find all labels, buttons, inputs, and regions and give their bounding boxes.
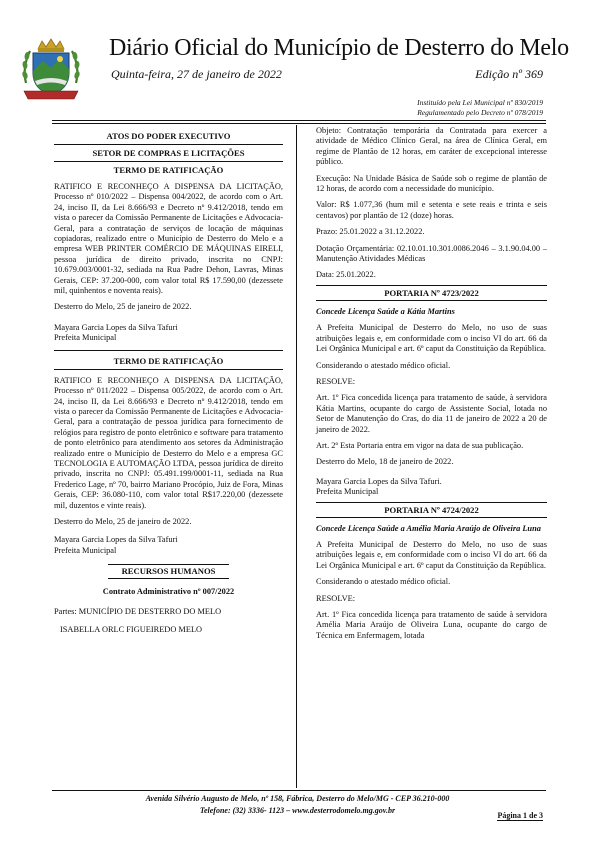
portaria-art2-4723: Art. 2º Esta Portaria entra em vigor na data de sua publicação.	[316, 440, 524, 450]
left-column	[54, 126, 283, 641]
ratification-term-title-1: TERMO DE RATIFICAÇÃO	[113, 165, 224, 175]
section-heading-executive: ATOS DO PODER EXECUTIVO	[106, 131, 231, 141]
portaria-art1-4724: Art. 1º Fica concedida licença para tratamento de saúde à servidora Amélia Maria Araújo de Oliveira Luna, ocupante do cargo de Técnica em Enfermagem, lotada	[316, 610, 547, 640]
page-number: Página 1 de 3	[497, 811, 543, 820]
portaria-subject-4723: Concede Licença Saúde a Kátia Martins	[316, 306, 455, 316]
portaria-resolve-4724: RESOLVE:	[316, 593, 356, 603]
contract-value: Valor: R$ 1.077,36 (hum mil e setenta e sete reais e trinta e seis centavos) por plantão de 12 (doze) horas.	[316, 200, 547, 220]
signature-role: Prefeita Municipal	[54, 333, 117, 343]
portaria-resolve-4723: RESOLVE:	[316, 376, 356, 386]
ratification-term-body-2: RATIFICO E RECONHEÇO A DISPENSA DA LICITAÇÃO, Processo nº 011/2022 – Dispensa 005/2022, de acordo com o Art. 24, inciso II, da Lei 8.666/93 e Decreto nº 9.412/2018, tendo em vista o parecer da Comissão Permanente de Licitações e Advocacia-Geral, para a contratação de pessoa jurídica para fornecimento de relógios para registro de ponto eletrônico e software para tratamento de ponto eletrônico para atendimento aos setores da Administração realizado entre o Município de Desterro do Melo e a empresa GC TECNOLOGIA E AUTOMAÇÃO LTDA, pessoa jurídica de direito privado, inscrita no CNPJ: 05.491.199/0001-11, sediada na Rua Frederico Lage, nº 70, bairro Mariano Procópio, Juiz de Fora, Minas Gerais, CEP: 36.080-110, com valor total R$17.220,00 (dezessete mil, duzentos e vinte reais).	[54, 375, 283, 510]
contract-execution: Execução: Na Unidade Básica de Saúde sob o regime de plantão de 12 horas, de acordo com a necessidade do município.	[316, 173, 547, 194]
portaria-subject-4724: Concede Licença Saúde a Amélia Maria Araújo de Oliveira Luna	[316, 523, 541, 533]
divider	[54, 161, 283, 162]
signature-role: Prefeita Municipal	[316, 487, 379, 497]
footer-contact: Telefone: (32) 3336- 1123 – www.desterrodomelo.mg.gov.br	[199, 806, 396, 815]
signature-name: Mayara Garcia Lopes da Silva Tafuri.	[316, 476, 442, 486]
column-divider	[296, 125, 297, 788]
section-heading-hr-box	[54, 564, 283, 579]
header-divider	[52, 120, 546, 121]
right-column	[316, 126, 547, 647]
budget-allocation: Dotação Orçamentária: 02.10.01.10.301.0086.2046 – 3.1.90.04.00 – Manutenção Atividades Médicas	[316, 243, 547, 264]
municipal-coat-of-arms-logo	[18, 37, 84, 103]
divider	[54, 144, 283, 145]
edition-number: Edição nº 369	[475, 67, 543, 81]
header-divider-thin	[52, 123, 546, 124]
ratification-term-date-2: Desterro do Melo, 25 de janeiro de 2022.	[54, 516, 192, 526]
instituted-law-note: Instituído pela Lei Municipal nº 830/2019	[417, 98, 543, 107]
contract-parties-1: Partes: MUNICÍPIO DE DESTERRO DO MELO	[54, 606, 222, 616]
section-heading-hr: RECURSOS HUMANOS	[108, 564, 230, 579]
divider	[54, 369, 283, 370]
portaria-intro-4724: A Prefeita Municipal de Desterro do Melo, no uso de suas atribuições legais e, em conformidade com o inciso VI do art. 66 da Lei Orgânica Municipal e art. 6º caput da Constituição da República.	[316, 539, 547, 570]
portaria-considering-4723: Considerando o atestado médico oficial.	[316, 360, 451, 370]
contract-title: Contrato Administrativo nº 007/2022	[102, 587, 235, 597]
portaria-considering-4724: Considerando o atestado médico oficial.	[316, 577, 451, 587]
portaria-intro-4723: A Prefeita Municipal de Desterro do Melo, no uso de suas atribuições legais e, em conformidade com o inciso VI do art. 66 da Lei Orgânica Municipal e art. 6º caput da Constituição da República.	[316, 323, 547, 354]
contract-term: Prazo: 25.01.2022 a 31.12.2022.	[316, 227, 425, 237]
newspaper-title: Diário Oficial do Município de Desterro do Melo	[109, 35, 569, 61]
regulated-decree-note: Regulamentado pelo Decreto nº 078/2019	[417, 108, 543, 117]
ratification-term-title-2: TERMO DE RATIFICAÇÃO	[113, 355, 224, 366]
footer-address: Avenida Silvério Augusto de Melo, nº 158, Fábrica, Desterro do Melo/MG - CEP 36.210-000	[145, 794, 450, 803]
contract-date: Data: 25.01.2022.	[316, 270, 376, 280]
issue-date: Quinta-feira, 27 de janeiro de 2022	[111, 67, 282, 81]
signature-role: Prefeita Municipal	[54, 545, 117, 555]
portaria-title-4724: PORTARIA Nº 4724/2022	[316, 502, 547, 518]
ratification-term-body-1: RATIFICO E RECONHEÇO A DISPENSA DA LICITAÇÃO, Processo nº 010/2022 – Dispensa 004/2022, de acordo com o Art. 24, inciso II, da Lei 8.666/93 e Decreto nº 9.412/2018, tendo em vista o parecer da Comissão Permanente de Licitações e Advocacia-Geral, para a contratação de serviços de locação de máquinas copiadoras, realizado entre o Município de Desterro do Melo e a empresa WEB PRINTER COMÉRCIO DE MÁQUINAS EIRELI, pessoa jurídica de direito privado, inscrita no CNPJ: 10.679.003/0001-32, sediada na Rua Padre Dehon, Lavras, Minas Gerais, CEP: 37.200-000, com valor total R$ 17.590,00 (dezessete mil, quinhentos e noventa reais).	[54, 182, 283, 296]
portaria-art1-4723: Art. 1º Fica concedida licença para tratamento de saúde, à servidora Kátia Martins, ocupante do cargo de Assistente Social, lotada no Setor de Manutenção do Cras, do dia 11 de janeiro de 2022 a 20 de janeiro de 2022.	[316, 393, 547, 434]
portaria-title-4723: PORTARIA Nº 4723/2022	[316, 285, 547, 301]
signature-name: Mayara Garcia Lopes da Silva Tafuri	[54, 322, 178, 332]
footer-divider	[52, 790, 546, 791]
divider	[54, 350, 283, 351]
signature-name: Mayara Garcia Lopes da Silva Tafuri	[54, 535, 178, 545]
contract-object: Objeto: Contratação temporária da Contratada para exercer a atividade de Médico Clínico Geral, na área de Clínica Geral, em regime de Plantão de 12 horas, em caráter de excepcional interesse público.	[316, 126, 547, 167]
section-heading-purchasing: SETOR DE COMPRAS E LICITAÇÕES	[92, 148, 245, 158]
contract-parties-2: ISABELLA ORLC FIGUEIREDO MELO	[60, 625, 203, 634]
portaria-date-4723: Desterro do Melo, 18 de janeiro de 2022.	[316, 457, 454, 467]
ratification-term-date-1: Desterro do Melo, 25 de janeiro de 2022.	[54, 302, 192, 312]
